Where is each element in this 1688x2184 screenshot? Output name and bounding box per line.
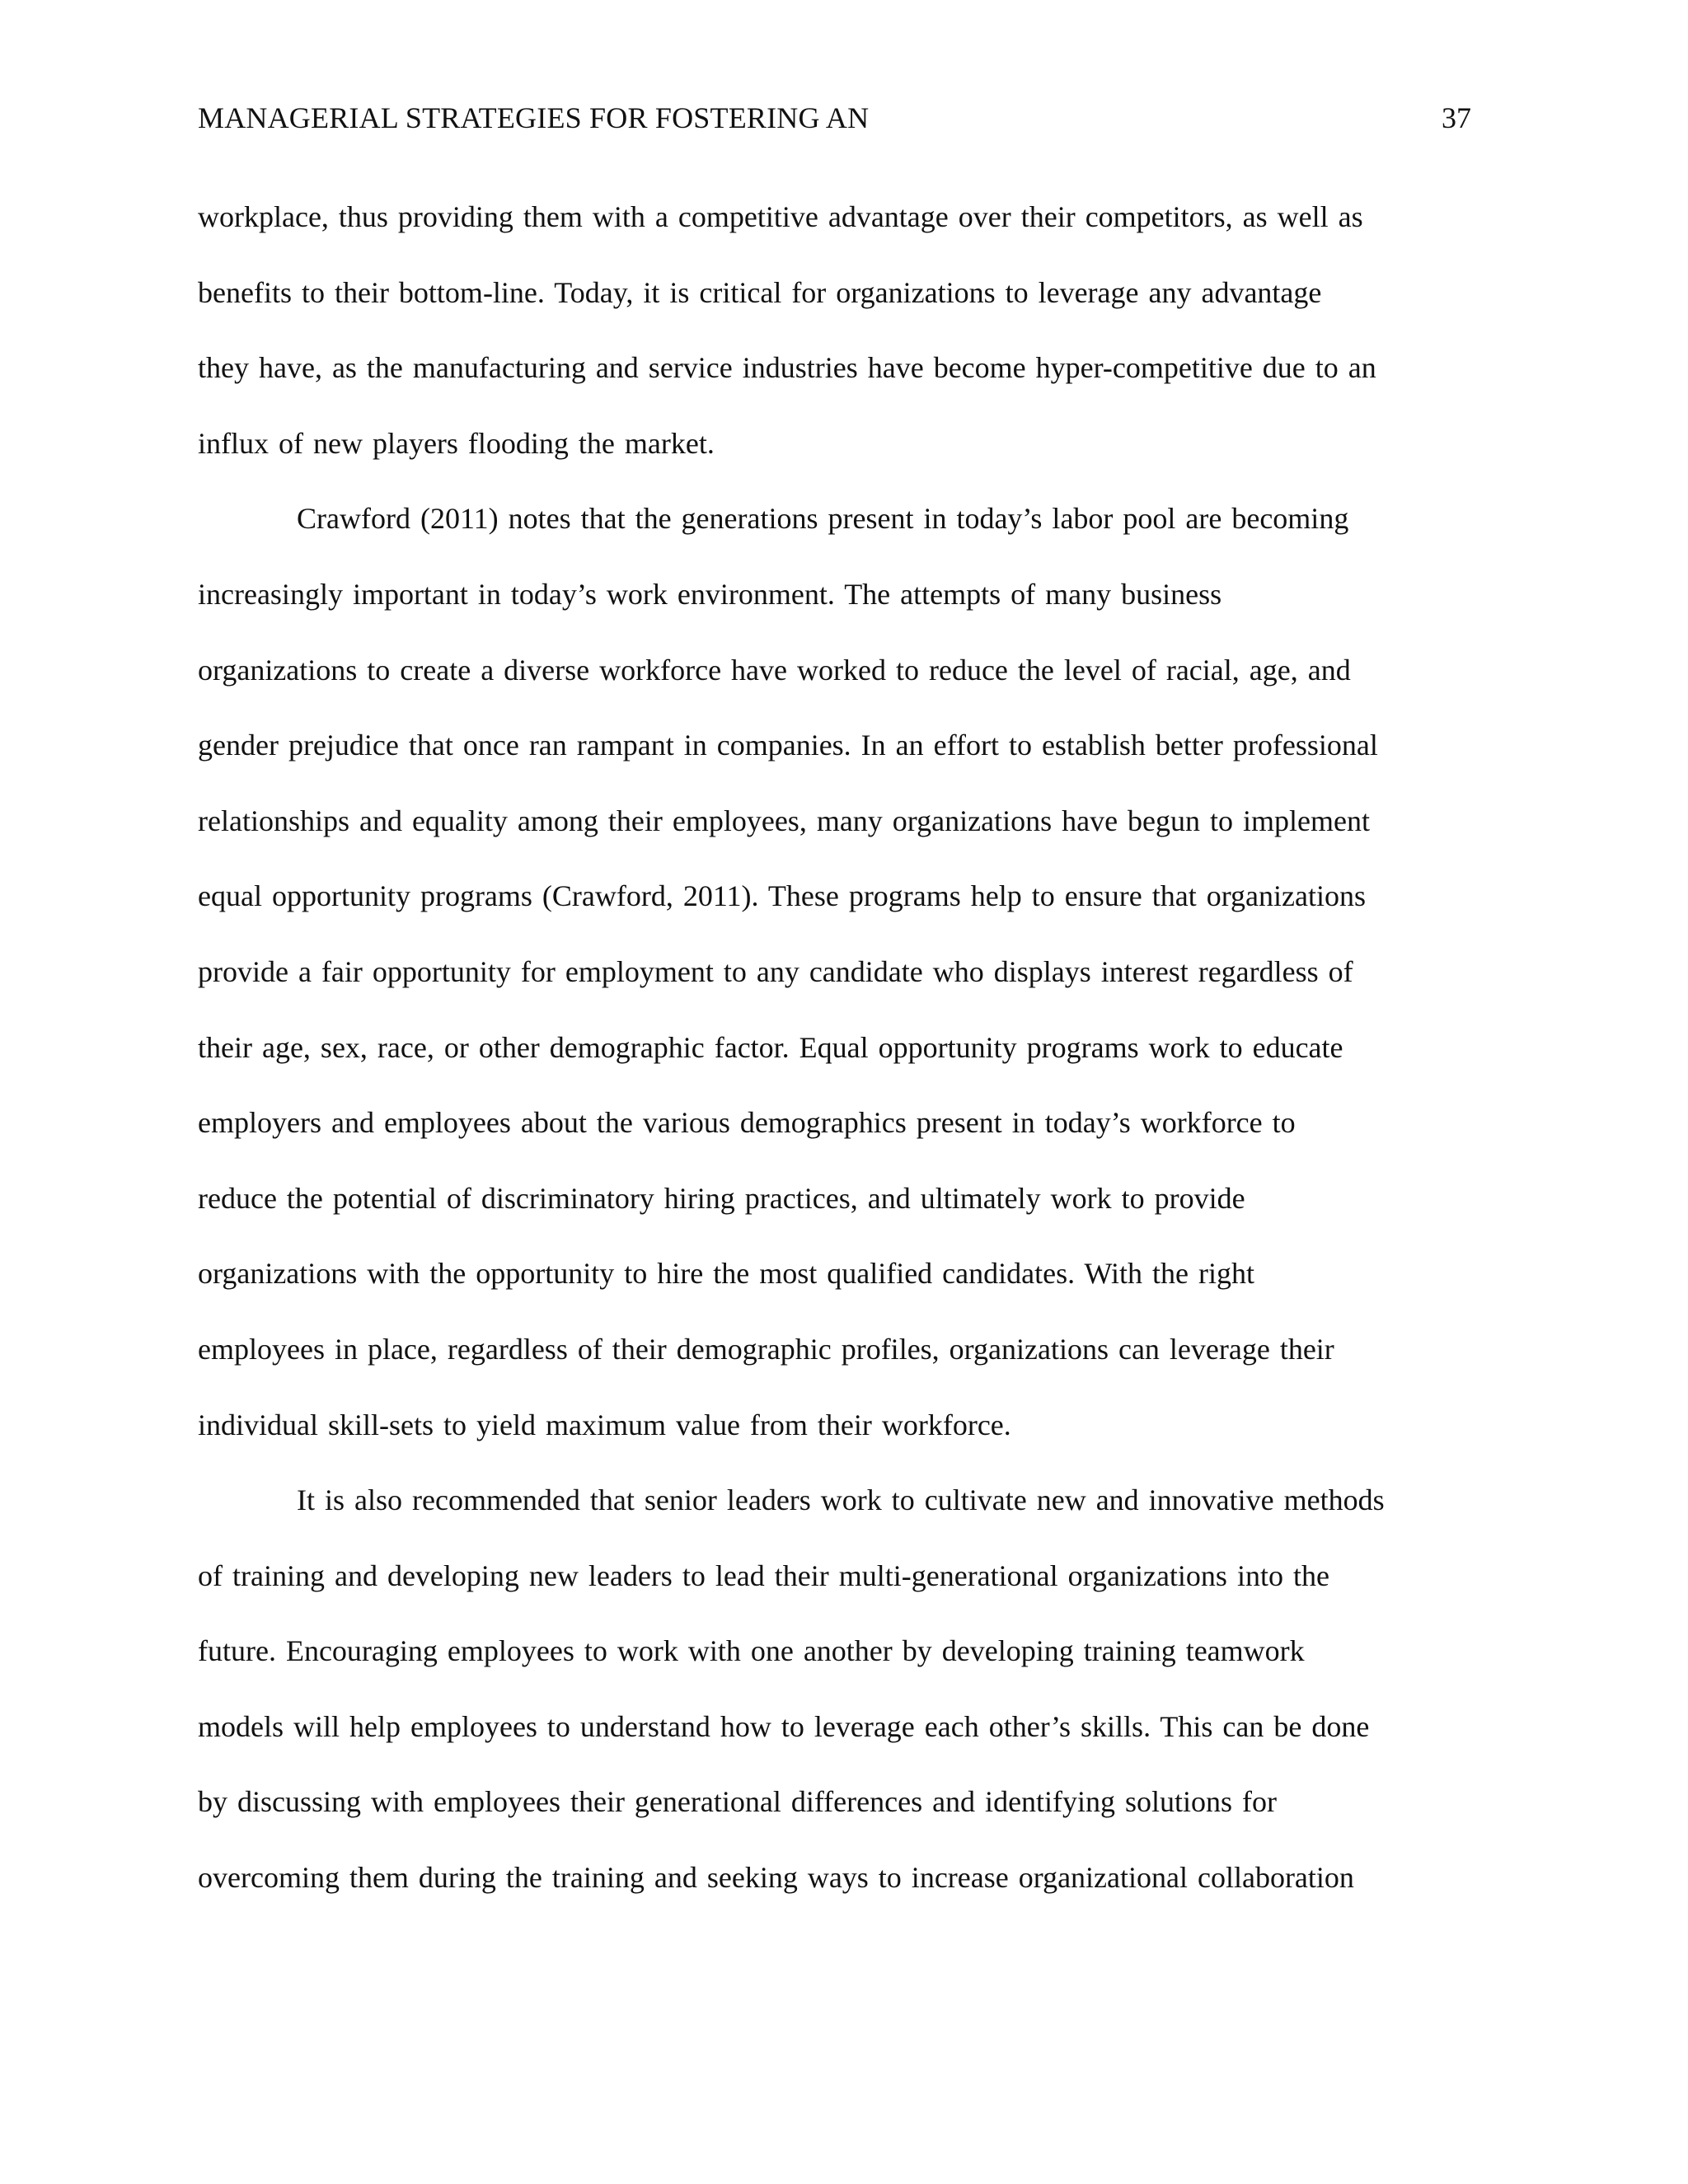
text-line: workplace, thus providing them with a competitive advantage over their competitors, as well as	[198, 200, 1363, 233]
text-line: by discussing with employees their generational differences and identifying solutions for	[198, 1785, 1278, 1819]
text-line: employees in place, regardless of their demographic profiles, organizations can leverage their	[198, 1332, 1334, 1366]
text-line: provide a fair opportunity for employment to any candidate who displays interest regardless of	[198, 954, 1353, 988]
text-line: reduce the potential of discriminatory hiring practices, and ultimately work to provide	[198, 1181, 1245, 1215]
text-line: organizations with the opportunity to hire the most qualified candidates. With the right	[198, 1257, 1254, 1291]
text-line: their age, sex, race, or other demographic factor. Equal opportunity programs work to educate	[198, 1030, 1343, 1064]
text-line: gender prejudice that once ran rampant in companies. In an effort to establish better professional	[198, 729, 1378, 762]
body-text	[198, 196, 1500, 1933]
running-head-title: MANAGERIAL STRATEGIES FOR FOSTERING AN	[198, 101, 870, 134]
text-line: influx of new players flooding the market.	[198, 426, 715, 460]
text-line: individual skill-sets to yield maximum value from their workforce.	[198, 1408, 1011, 1441]
text-line: Crawford (2011) notes that the generations present in today’s labor pool are becoming	[297, 502, 1349, 536]
text-line: benefits to their bottom-line. Today, it is critical for organizations to leverage any advantage	[198, 275, 1322, 309]
text-line: models will help employees to understand how to leverage each other’s skills. This can be done	[198, 1709, 1370, 1743]
text-line: increasingly important in today’s work environment. The attempts of many business	[198, 577, 1222, 611]
text-line: of training and developing new leaders to lead their multi-generational organizations into the	[198, 1558, 1329, 1592]
text-line: they have, as the manufacturing and service industries have become hyper-competitive due to an	[198, 351, 1376, 385]
text-line: future. Encouraging employees to work with one another by developing training teamwork	[198, 1634, 1305, 1668]
page-number: 37	[1442, 101, 1471, 134]
text-line: It is also recommended that senior leaders work to cultivate new and innovative methods	[297, 1483, 1385, 1517]
running-head	[198, 97, 1471, 138]
text-line: equal opportunity programs (Crawford, 2011). These programs help to ensure that organizations	[198, 879, 1366, 913]
text-line: organizations to create a diverse workforce have worked to reduce the level of racial, age, and	[198, 653, 1351, 687]
text-line: employers and employees about the various demographics present in today’s workforce to	[198, 1106, 1296, 1140]
text-line: overcoming them during the training and seeking ways to increase organizational collaboration	[198, 1861, 1354, 1895]
text-line: relationships and equality among their employees, many organizations have begun to implement	[198, 804, 1370, 837]
